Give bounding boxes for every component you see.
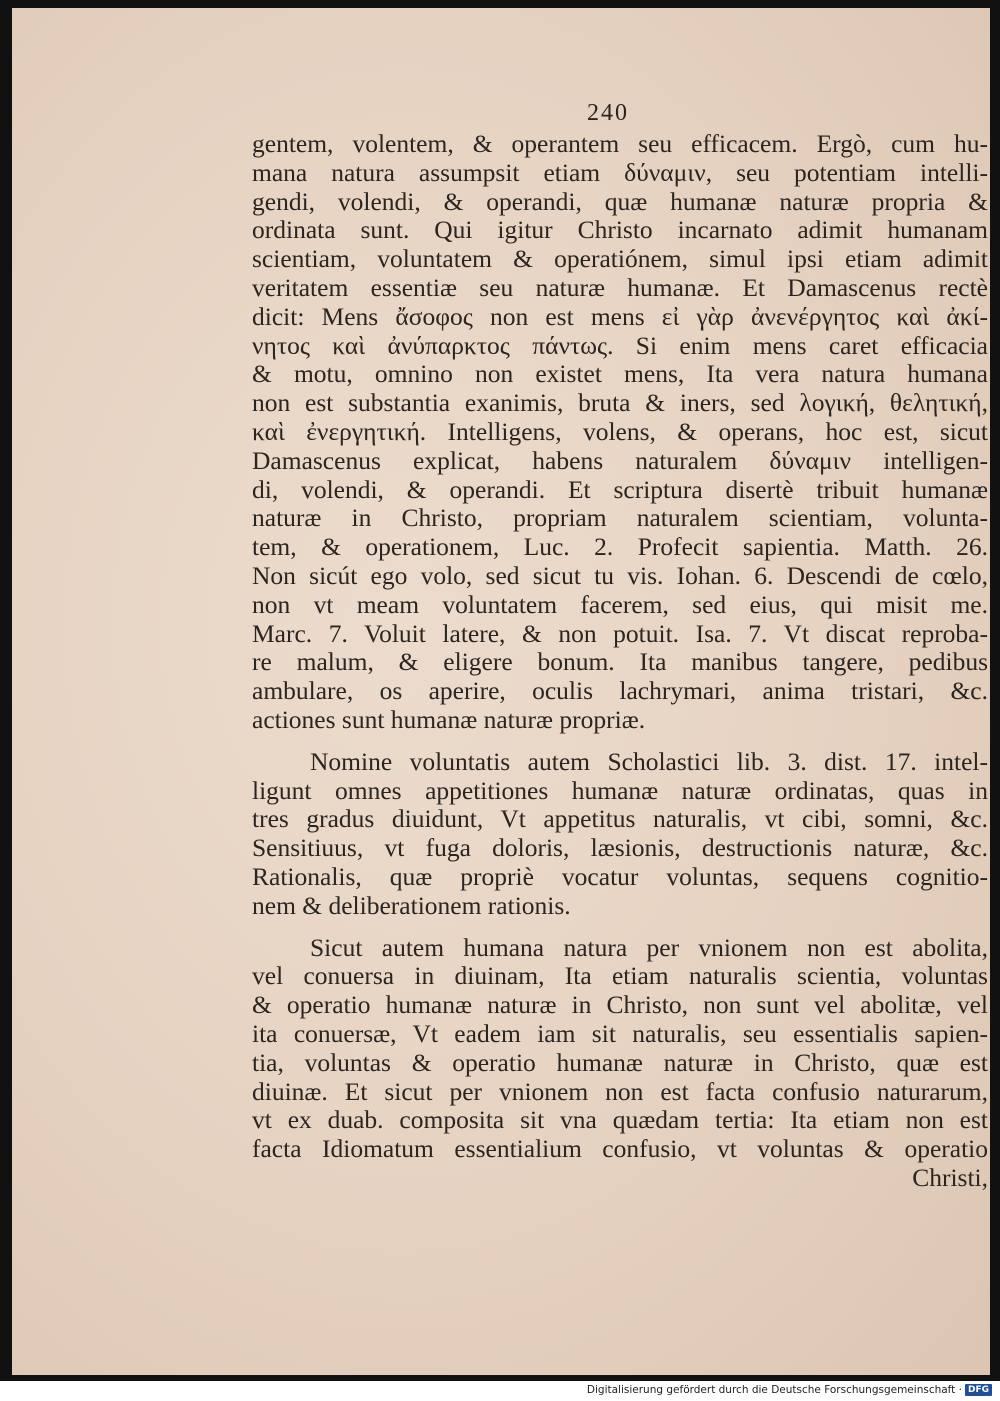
text-line: tia, voluntas & operatio humanæ naturæ in Christo, quæ est: [252, 1047, 988, 1077]
paragraph-1: [252, 130, 988, 735]
text-line: di, volendi, & operandi. Et scriptura disertè tribuit humanæ: [252, 474, 988, 504]
text-line: Damascenus explicat, habens naturalem δύναμιν intelligen-: [252, 445, 988, 475]
digitization-credit: [587, 1384, 992, 1396]
text-line: ita conuersæ, Vt eadem iam sit naturalis, seu essentialis sapien-: [252, 1018, 988, 1048]
text-line: & motu, omnino non existet mens, Ita vera natura humana: [252, 359, 988, 389]
text-line: Marc. 7. Voluit latere, & non potuit. Isa. 7. Vt discat reproba-: [252, 618, 988, 648]
paragraph-gap: [252, 735, 988, 748]
text-line: scientiam, voluntatem & operatiónem, simul ipsi etiam adimit: [252, 244, 988, 274]
paragraph-3: [252, 934, 988, 1193]
text-line: ordinata sunt. Qui igitur Christo incarnato adimit humanam: [252, 215, 988, 245]
text-line: vel conuersa in diuinam, Ita etiam naturalis scientia, voluntas: [252, 961, 988, 991]
text-line: facta Idiomatum essentialium confusio, vt voluntas & operatio: [252, 1134, 988, 1164]
text-line: mana natura assumpsit etiam δύναμιν, seu potentiam intelli-: [252, 157, 988, 187]
text-line: diuinæ. Et sicut per vnionem non est facta confusio naturarum,: [252, 1076, 988, 1106]
page-number: 240: [587, 100, 629, 126]
text-line: tem, & operationem, Luc. 2. Profecit sapientia. Matth. 26.: [252, 532, 988, 562]
page-text: [252, 130, 988, 1193]
text-line: veritatem essentiæ seu naturæ humanæ. Et Damascenus rectè: [252, 272, 988, 302]
text-line: Nomine voluntatis autem Scholastici lib. 3. dist. 17. intel-: [310, 746, 988, 776]
text-line: Sensitiuus, vt fuga doloris, læsionis, destructionis naturæ, &c.: [252, 833, 988, 863]
text-line: νητος καὶ ἀνύπαρκτος πάντως. Si enim mens caret efficacia: [252, 330, 988, 360]
text-line: dicit: Mens ἄσοφος non est mens εἰ γὰρ ἀνενέργητος καὶ ἀκί-: [252, 301, 988, 331]
text-line: naturæ in Christo, propriam naturalem scientiam, volunta-: [252, 503, 988, 533]
credit-text: Digitalisierung gefördert durch die Deutsche Forschungsgemeinschaft ·: [586, 1384, 962, 1396]
text-line: καὶ ἐνεργητική. Intelligens, volens, & operans, hoc est, sicut: [252, 416, 988, 446]
text-line: Sicut autem humana natura per vnionem non est abolita,: [310, 932, 988, 962]
book-page: [12, 8, 990, 1375]
text-line: vt ex duab. composita sit vna quædam tertia: Ita etiam non est: [252, 1105, 988, 1135]
text-line: & operatio humanæ naturæ in Christo, non sunt vel abolitæ, vel: [252, 990, 988, 1020]
text-line: tres gradus diuidunt, Vt appetitus naturalis, vt cibi, somni, &c.: [252, 804, 988, 834]
paragraph-2: [252, 748, 988, 921]
text-line: nem & deliberationem rationis.: [252, 890, 571, 920]
text-line: actiones sunt humanæ naturæ propriæ.: [252, 704, 646, 734]
text-line: gendi, volendi, & operandi, quæ humanæ naturæ propria &: [252, 186, 988, 216]
text-line: ambulare, os aperire, oculis lachrymari, anima tristari, &c.: [252, 676, 988, 706]
paragraph-gap: [252, 921, 988, 934]
catchword: Christi,: [912, 1162, 988, 1192]
text-line: non est substantia exanimis, bruta & iners, sed λογική, θελητική,: [252, 388, 988, 418]
text-line: non vt meam voluntatem facerem, sed eius, qui misit me.: [252, 589, 988, 619]
text-line: re malum, & eligere bonum. Ita manibus tangere, pedibus: [252, 647, 988, 677]
text-line: Non sicút ego volo, sed sicut tu vis. Iohan. 6. Descendi de cœlo,: [252, 560, 988, 590]
text-line: Rationalis, quæ propriè vocatur voluntas, sequens cognitio-: [252, 861, 988, 891]
text-line: ligunt omnes appetitiones humanæ naturæ ordinatas, quas in: [252, 775, 988, 805]
dfg-logo: DFG: [965, 1384, 992, 1396]
text-line: gentem, volentem, & operantem seu efficacem. Ergò, cum hu-: [252, 129, 988, 158]
